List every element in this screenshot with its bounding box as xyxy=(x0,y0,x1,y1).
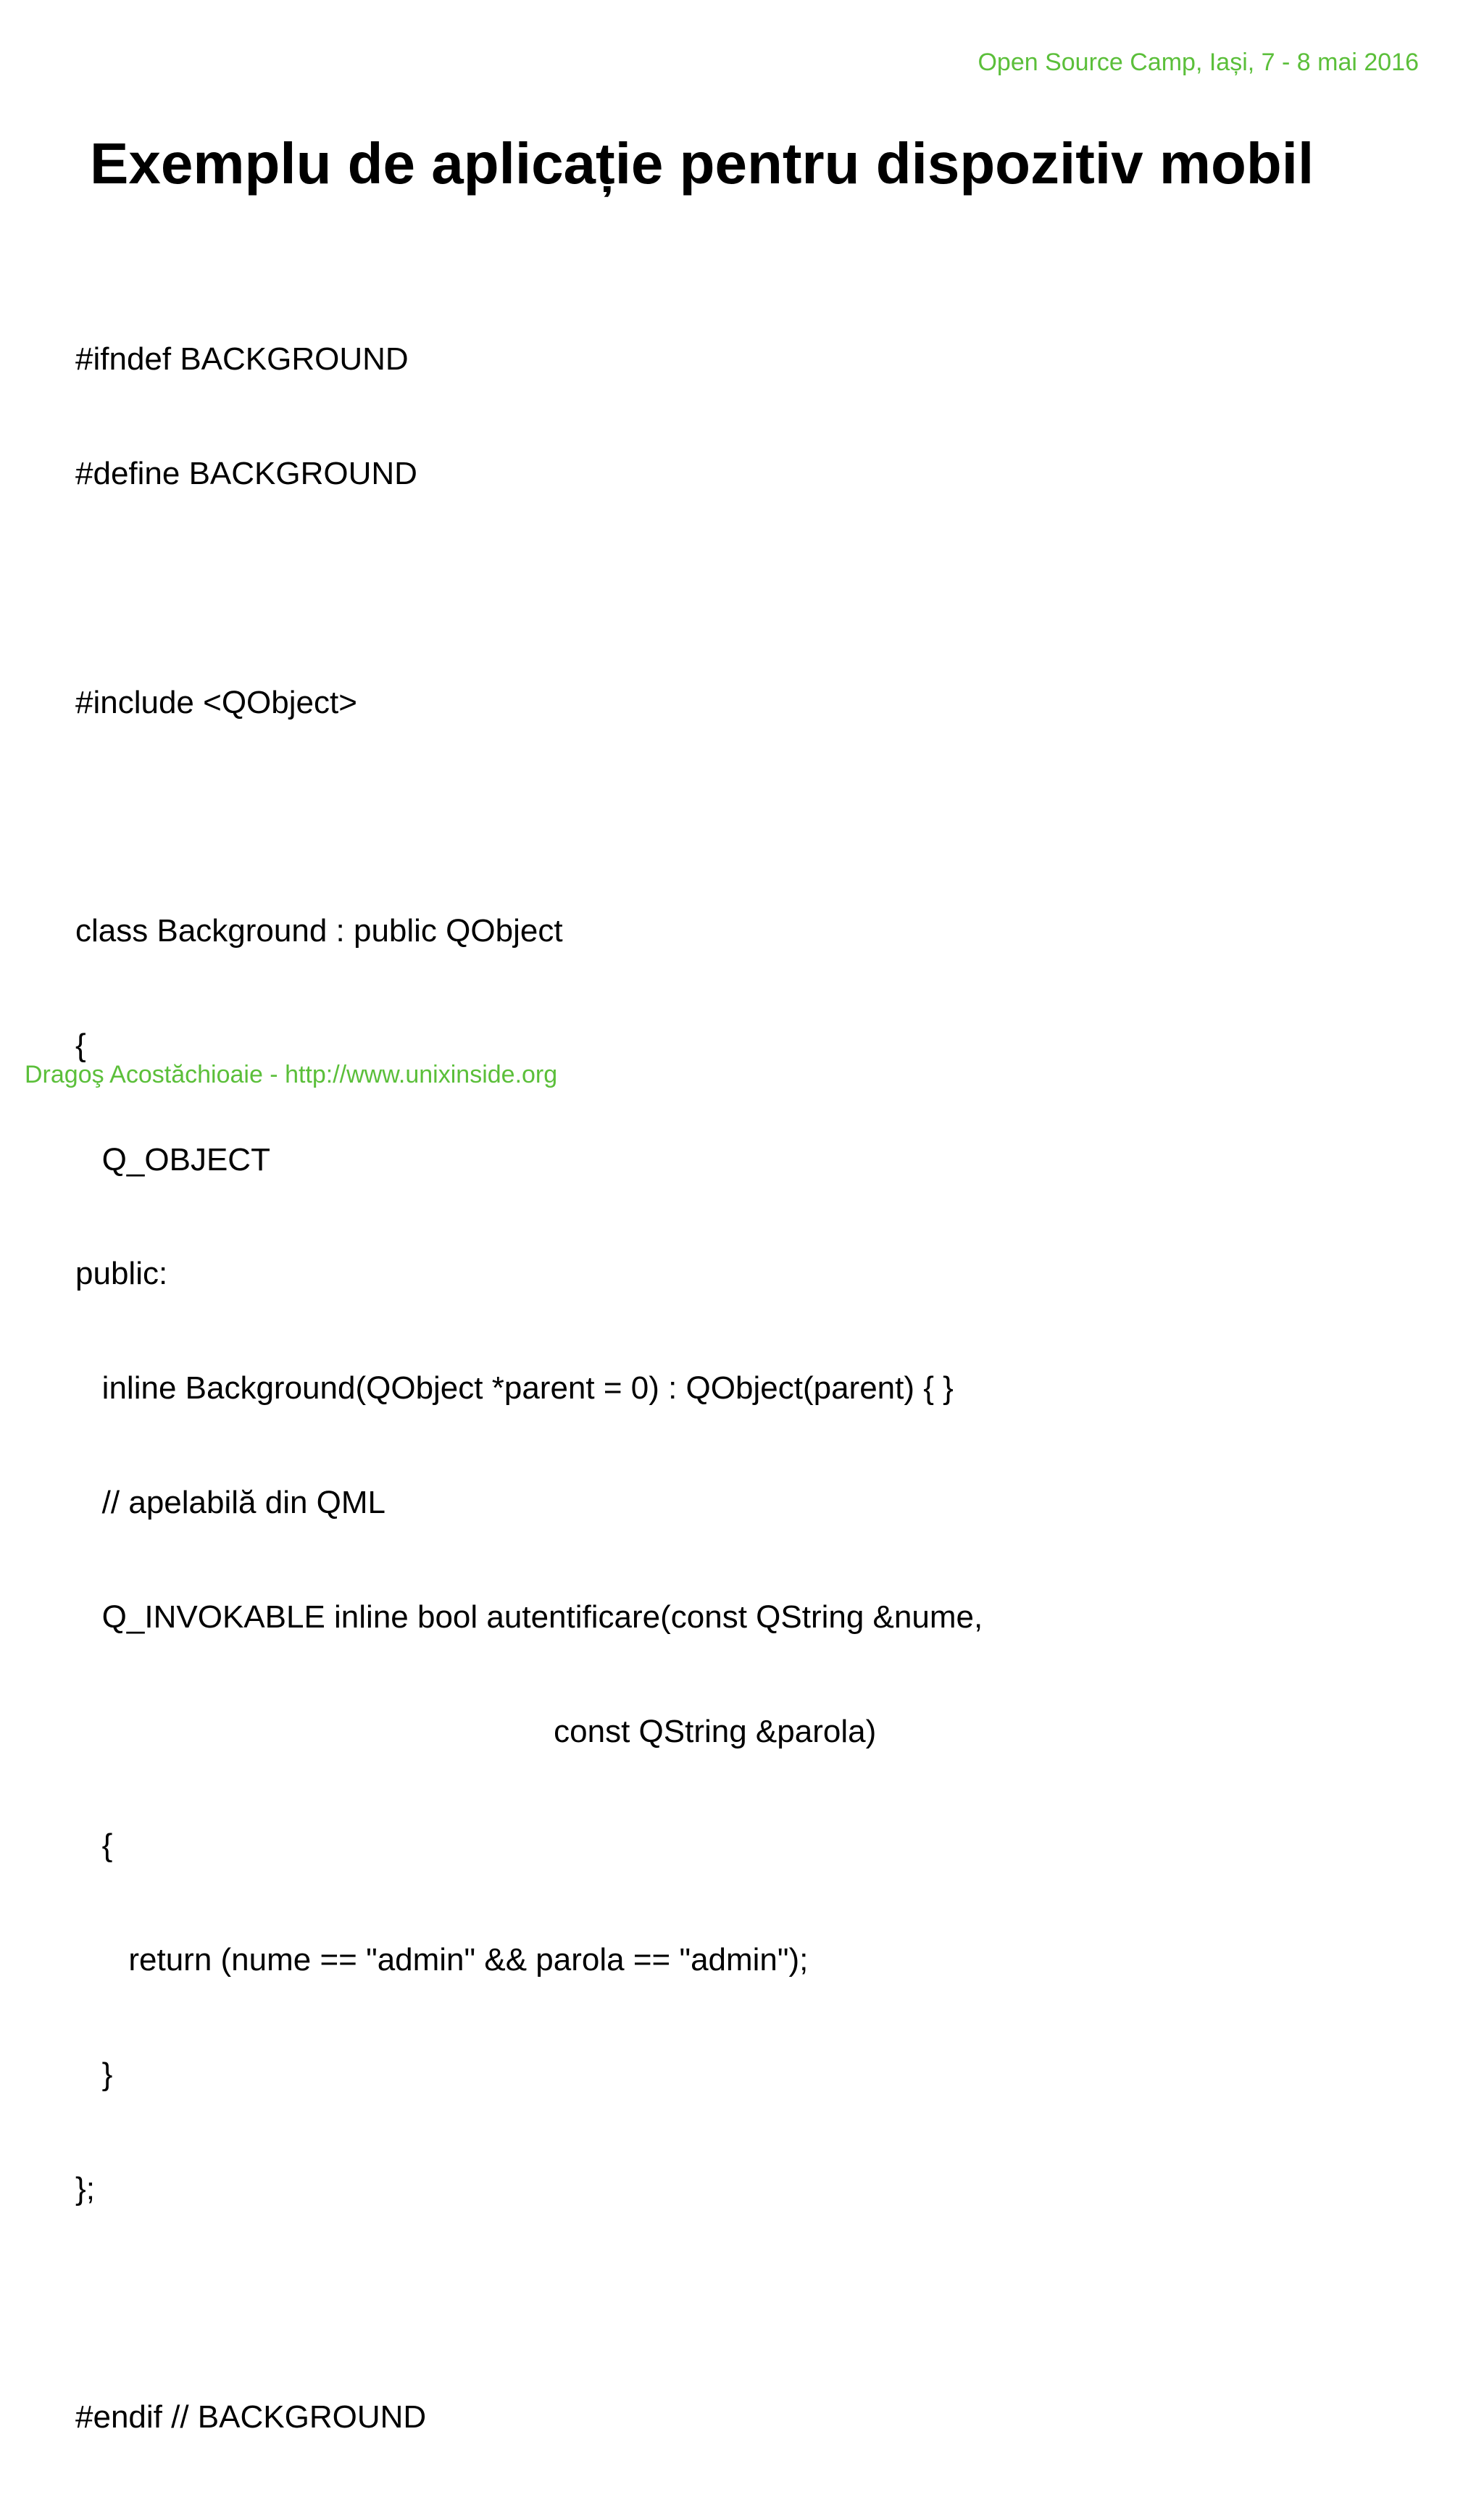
code-line: { xyxy=(75,1027,86,1063)
slide-title: Exemplu de aplicație pentru dispozitiv mobil xyxy=(90,131,1314,196)
code-line: #endif // BACKGROUND xyxy=(75,2399,427,2435)
code-line xyxy=(75,2284,983,2322)
code-line: return (nume == "admin" && parola == "admin"); xyxy=(75,1942,809,1978)
code-line: { xyxy=(75,1828,113,1864)
code-line: Q_OBJECT xyxy=(75,1141,270,1178)
code-line: #define BACKGROUND xyxy=(75,455,417,491)
code-line: const QString &parola) xyxy=(75,1713,877,1749)
event-header: Open Source Camp, Iași, 7 - 8 mai 2016 xyxy=(977,49,1419,76)
footer-author: Dragoş Acostăchioaie - http://www.unixinside.org xyxy=(25,1061,558,1088)
code-line: // apelabilă din QML xyxy=(75,1485,386,1520)
code-line: Q_INVOKABLE inline bool autentificare(const QString &nume, xyxy=(75,1599,983,1635)
code-line: } xyxy=(75,2056,113,2092)
code-line: public: xyxy=(75,1256,168,1292)
code-line xyxy=(75,570,983,608)
code-line: }; xyxy=(75,2170,95,2206)
code-line: #ifndef BACKGROUND xyxy=(75,341,409,378)
code-line: inline Background(QObject *parent = 0) : QObject(parent) { } xyxy=(75,1370,954,1406)
code-block xyxy=(75,264,983,2513)
code-line xyxy=(75,798,983,836)
code-line: class Background : public QObject xyxy=(75,913,563,949)
code-line: #include <QObject> xyxy=(75,684,357,720)
